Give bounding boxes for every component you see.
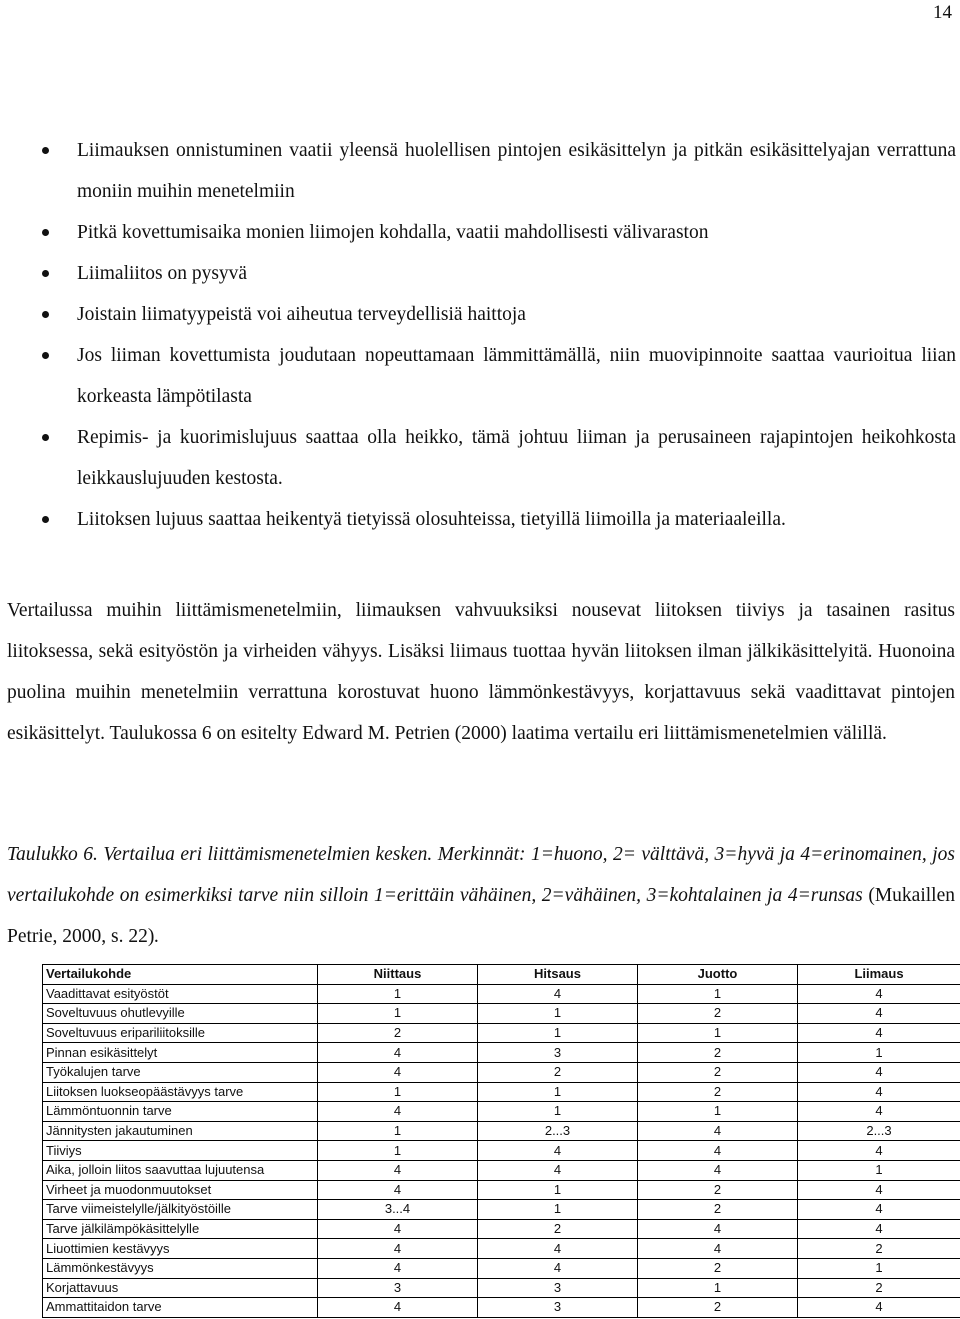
table-cell: 2 bbox=[638, 1298, 798, 1318]
table-header-cell: Vertailukohde bbox=[43, 965, 318, 985]
table-row-label: Tarve viimeistelylle/jälkityöstöille bbox=[43, 1200, 318, 1220]
bullet-item bbox=[0, 212, 956, 253]
table-cell: 4 bbox=[638, 1239, 798, 1259]
table-header-row bbox=[43, 965, 960, 985]
table-cell: 4 bbox=[318, 1102, 478, 1122]
table-cell: 4 bbox=[318, 1062, 478, 1082]
caption-citation: (Mukaillen Petrie, 2000, s. 22) bbox=[7, 885, 955, 947]
bullet-item bbox=[0, 130, 956, 212]
table-cell: 2...3 bbox=[478, 1121, 638, 1141]
table-cell: 4 bbox=[318, 1160, 478, 1180]
bullet-dot-icon bbox=[42, 147, 49, 154]
table-cell: 3 bbox=[318, 1278, 478, 1298]
table-cell: 4 bbox=[638, 1160, 798, 1180]
table-row-label: Lämmönkestävyys bbox=[43, 1258, 318, 1278]
table-cell: 1 bbox=[318, 1082, 478, 1102]
table-row-label: Liitoksen luokseopäästävyys tarve bbox=[43, 1082, 318, 1102]
table-row bbox=[43, 1200, 960, 1220]
table-row bbox=[43, 1219, 960, 1239]
table-cell: 2 bbox=[638, 1180, 798, 1200]
table-cell: 1 bbox=[638, 984, 798, 1004]
table-row bbox=[43, 1062, 960, 1082]
bullet-dot-icon bbox=[42, 352, 49, 359]
table-row-label: Soveltuvuus ohutlevyille bbox=[43, 1004, 318, 1024]
table-cell: 4 bbox=[798, 1004, 960, 1024]
table-cell: 4 bbox=[798, 1298, 960, 1318]
table-cell: 4 bbox=[478, 984, 638, 1004]
table-row bbox=[43, 1121, 960, 1141]
table-cell: 4 bbox=[798, 1062, 960, 1082]
table-cell: 4 bbox=[798, 1180, 960, 1200]
table-header-cell: Liimaus bbox=[798, 965, 960, 985]
table-cell: 4 bbox=[318, 1043, 478, 1063]
table-header-cell: Juotto bbox=[638, 965, 798, 985]
table-cell: 2...3 bbox=[798, 1121, 960, 1141]
table-cell: 4 bbox=[478, 1258, 638, 1278]
table-cell: 2 bbox=[638, 1258, 798, 1278]
table-row bbox=[43, 984, 960, 1004]
table-cell: 4 bbox=[798, 984, 960, 1004]
bullet-text: Liimauksen onnistuminen vaatii yleensä huolellisen pintojen esikäsittelyn ja pitkän esikäsittelyajan verrattuna moniin muihin menetelmiin bbox=[77, 140, 956, 202]
bullet-item bbox=[0, 253, 956, 294]
comparison-table bbox=[42, 964, 960, 1318]
table-cell: 3 bbox=[478, 1043, 638, 1063]
table-cell: 4 bbox=[798, 1219, 960, 1239]
table-cell: 2 bbox=[798, 1278, 960, 1298]
body-paragraph: Vertailussa muihin liittämismenetelmiin, liimauksen vahvuuksiksi nousevat liitoksen tiiviys ja tasainen rasitus liitoksessa, sekä esityöstön ja virheiden vähyys. Lisäksi liimaus tuottaa hyvän liitoksen ilman jälkikäsittelyitä. Huonoina puolina muihin menetelmiin verrattuna korostuvat huono lämmönkestävyys, korjattavuus sekä vaadittavat pintojen esikäsittelyt. Taulukossa 6 on esitelty Edward M. Petrien (2000) laatima vertailu eri liittämismenetelmien välillä. bbox=[7, 600, 955, 744]
table-cell: 4 bbox=[318, 1298, 478, 1318]
table-header-cell: Niittaus bbox=[318, 965, 478, 985]
table-cell: 1 bbox=[318, 984, 478, 1004]
table-row-label: Tiiviys bbox=[43, 1141, 318, 1161]
table-cell: 3 bbox=[478, 1298, 638, 1318]
bullet-text: Joistain liimatyypeistä voi aiheutua terveydellisiä haittoja bbox=[77, 304, 526, 325]
table-row bbox=[43, 1043, 960, 1063]
caption-italic-text: Taulukko 6. Vertailua eri liittämismenetelmien kesken. Merkinnät: 1=huono, 2= välttävä, 3=hyvä ja 4=erinomainen, jos vertailukohde on esimerkiksi tarve niin silloin 1=erittäin vähäinen, 2=vähäinen, 3=kohtalainen ja 4=runsas bbox=[7, 844, 955, 906]
table-cell: 1 bbox=[478, 1102, 638, 1122]
table-cell: 4 bbox=[638, 1219, 798, 1239]
table-header-cell: Hitsaus bbox=[478, 965, 638, 985]
table-cell: 4 bbox=[798, 1082, 960, 1102]
bullet-text: Repimis- ja kuorimislujuus saattaa olla heikko, tämä johtuu liiman ja perusaineen rajapintojen heikohkosta leikkauslujuuden kestosta. bbox=[77, 427, 956, 489]
table-cell: 2 bbox=[478, 1219, 638, 1239]
bullet-dot-icon bbox=[42, 270, 49, 277]
table-cell: 1 bbox=[798, 1043, 960, 1063]
table-cell: 2 bbox=[798, 1239, 960, 1259]
table-cell: 1 bbox=[798, 1160, 960, 1180]
caption-end: . bbox=[154, 926, 160, 947]
table-row-label: Työkalujen tarve bbox=[43, 1062, 318, 1082]
table-row bbox=[43, 1180, 960, 1200]
bullet-dot-icon bbox=[42, 311, 49, 318]
bullet-item bbox=[0, 417, 956, 499]
table-row bbox=[43, 1102, 960, 1122]
table-caption bbox=[7, 834, 955, 957]
table-row-label: Lämmöntuonnin tarve bbox=[43, 1102, 318, 1122]
table-cell: 4 bbox=[318, 1258, 478, 1278]
table-row-label: Korjattavuus bbox=[43, 1278, 318, 1298]
table-cell: 1 bbox=[798, 1258, 960, 1278]
table-cell: 1 bbox=[638, 1102, 798, 1122]
table-cell: 4 bbox=[798, 1141, 960, 1161]
table-row bbox=[43, 1004, 960, 1024]
table-row-label: Ammattitaidon tarve bbox=[43, 1298, 318, 1318]
table-row bbox=[43, 1141, 960, 1161]
table-cell: 4 bbox=[798, 1200, 960, 1220]
table-cell: 1 bbox=[638, 1023, 798, 1043]
table-cell: 4 bbox=[318, 1239, 478, 1259]
table-row-label: Aika, jolloin liitos saavuttaa lujuutensa bbox=[43, 1160, 318, 1180]
table-row bbox=[43, 1160, 960, 1180]
table-row bbox=[43, 1023, 960, 1043]
bullet-dot-icon bbox=[42, 434, 49, 441]
table-row bbox=[43, 1298, 960, 1318]
table-cell: 4 bbox=[638, 1141, 798, 1161]
table-cell: 1 bbox=[478, 1004, 638, 1024]
table-cell: 4 bbox=[318, 1219, 478, 1239]
table-row-label: Virheet ja muodonmuutokset bbox=[43, 1180, 318, 1200]
table-cell: 2 bbox=[318, 1023, 478, 1043]
table-cell: 1 bbox=[478, 1200, 638, 1220]
bullet-text: Jos liiman kovettumista joudutaan nopeuttamaan lämmittämällä, niin muovipinnoite saattaa vaurioitua liian korkeasta lämpötilasta bbox=[77, 345, 956, 407]
table-cell: 2 bbox=[638, 1043, 798, 1063]
table-row-label: Jännitysten jakautuminen bbox=[43, 1121, 318, 1141]
table-cell: 4 bbox=[798, 1023, 960, 1043]
table-cell: 1 bbox=[638, 1278, 798, 1298]
table-cell: 4 bbox=[478, 1239, 638, 1259]
table-row-label: Pinnan esikäsittelyt bbox=[43, 1043, 318, 1063]
bullet-dot-icon bbox=[42, 229, 49, 236]
table-row bbox=[43, 1239, 960, 1259]
table-cell: 1 bbox=[318, 1121, 478, 1141]
table-row bbox=[43, 1082, 960, 1102]
table-row bbox=[43, 1258, 960, 1278]
bullet-text: Liitoksen lujuus saattaa heikentyä tietyissä olosuhteissa, tietyillä liimoilla ja materiaaleilla. bbox=[77, 509, 786, 530]
table-cell: 1 bbox=[478, 1180, 638, 1200]
table-cell: 1 bbox=[318, 1004, 478, 1024]
table-cell: 2 bbox=[638, 1062, 798, 1082]
table-cell: 4 bbox=[318, 1180, 478, 1200]
table-row-label: Vaadittavat esityöstöt bbox=[43, 984, 318, 1004]
bullet-list bbox=[0, 130, 956, 540]
table-cell: 2 bbox=[478, 1062, 638, 1082]
table-row-label: Liuottimien kestävyys bbox=[43, 1239, 318, 1259]
table-cell: 2 bbox=[638, 1004, 798, 1024]
table-cell: 1 bbox=[478, 1082, 638, 1102]
table-cell: 2 bbox=[638, 1082, 798, 1102]
table-row-label: Soveltuvuus eripariliitoksille bbox=[43, 1023, 318, 1043]
table-cell: 3 bbox=[478, 1278, 638, 1298]
bullet-item bbox=[0, 499, 956, 540]
bullet-text: Liimaliitos on pysyvä bbox=[77, 263, 248, 284]
table-cell: 3...4 bbox=[318, 1200, 478, 1220]
table-row-label: Tarve jälkilämpökäsittelylle bbox=[43, 1219, 318, 1239]
table-cell: 2 bbox=[638, 1200, 798, 1220]
table-cell: 1 bbox=[318, 1141, 478, 1161]
table-cell: 4 bbox=[798, 1102, 960, 1122]
bullet-item bbox=[0, 335, 956, 417]
table-cell: 4 bbox=[478, 1160, 638, 1180]
table-cell: 4 bbox=[478, 1141, 638, 1161]
table-cell: 4 bbox=[638, 1121, 798, 1141]
table-body bbox=[43, 984, 960, 1317]
bullet-dot-icon bbox=[42, 516, 49, 523]
table-row bbox=[43, 1278, 960, 1298]
page-number: 14 bbox=[933, 2, 952, 23]
bullet-text: Pitkä kovettumisaika monien liimojen kohdalla, vaatii mahdollisesti välivaraston bbox=[77, 222, 709, 243]
bullet-item bbox=[0, 294, 956, 335]
table-cell: 1 bbox=[478, 1023, 638, 1043]
